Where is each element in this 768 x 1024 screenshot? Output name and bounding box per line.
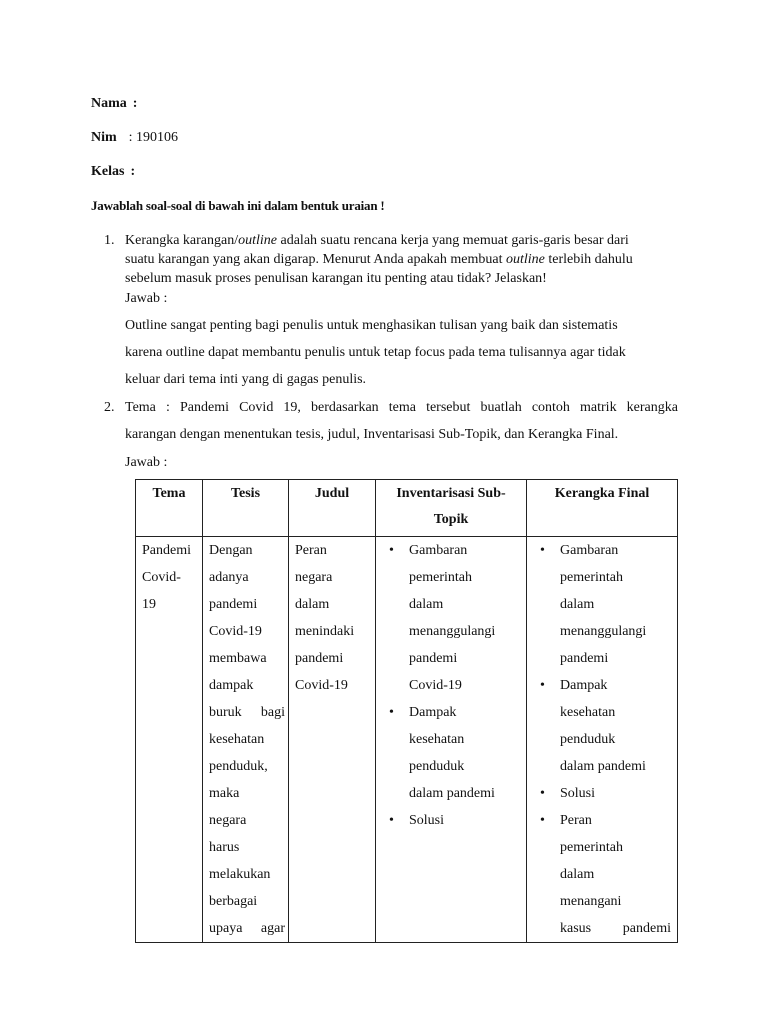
table-header-row	[136, 480, 678, 537]
instruction-text: Jawablah soal-soal di bawah ini dalam bentuk uraian !	[91, 198, 385, 213]
question-1-jawab-label: Jawab :	[125, 291, 168, 306]
q1-line2-rest: terlebih dahulu	[544, 252, 633, 267]
question-1-number: 1.	[104, 233, 115, 248]
question-2-jawab-label: Jawab :	[125, 455, 168, 470]
kelas-separator: :	[130, 164, 136, 179]
kelas-label: Kelas	[91, 164, 125, 179]
answer-line-2: karena outline dapat membantu penulis untuk tetap focus pada tema tulisannya agar tidak	[125, 345, 626, 360]
table-row	[136, 537, 678, 943]
kerangka-final-list	[533, 537, 671, 942]
cell-tesis: Dengan adanya pandemi Covid-19 membawa dampak buruk bagi kesehatan penduduk, maka negara harus melakukan berbagai upaya agar	[203, 537, 289, 943]
cell-judul: Peran negara dalam menindaki pandemi Covid-19	[289, 537, 376, 943]
q1-line1-rest: adalah suatu rencana kerja yang memuat garis-garis besar dari	[277, 233, 629, 248]
nim-label: Nim	[91, 130, 117, 145]
q1-line1-italic: outline	[238, 233, 277, 248]
list-item: • Dampak kesehatan penduduk dalam pandemi	[409, 699, 520, 807]
nim-field	[91, 129, 178, 146]
nama-separator: :	[132, 96, 138, 111]
q1-line2-italic: outline	[505, 252, 545, 267]
q1-line3: sebelum masuk proses penulisan karangan itu penting atau tidak? Jelaskan!	[125, 271, 547, 286]
header-judul: Judul	[289, 480, 376, 537]
q2-line-2: karangan dengan menentukan tesis, judul, Inventarisasi Sub-Topik, dan Kerangka Final.	[125, 427, 619, 442]
list-item: • Solusi	[560, 780, 671, 807]
nama-field	[91, 95, 137, 112]
nama-label: Nama	[91, 96, 127, 111]
cell-inventarisasi	[376, 537, 527, 943]
list-item: • Solusi	[409, 807, 520, 834]
list-item: • Peran pemerintah dalam menangani kasus pandemi	[560, 807, 671, 942]
list-item: • Gambaran pemerintah dalam menanggulangi pandemi	[560, 537, 671, 672]
kelas-field	[91, 163, 135, 180]
nim-value: : 190106	[128, 130, 179, 145]
q1-line2-part: suatu karangan yang akan digarap. Menurut Anda apakah membuat	[125, 252, 506, 267]
list-item: • Dampak kesehatan penduduk dalam pandemi	[560, 672, 671, 780]
header-inventarisasi: Inventarisasi Sub- Topik	[376, 480, 527, 537]
question-2-text	[125, 394, 678, 448]
cell-tema: Pandemi Covid- 19	[136, 537, 203, 943]
list-item: • Gambaran pemerintah dalam menanggulangi pandemi Covid-19	[409, 537, 520, 699]
header-tesis: Tesis	[203, 480, 289, 537]
question-1-answer	[125, 312, 678, 393]
question-2-number: 2.	[104, 400, 115, 415]
cell-kerangka-final	[527, 537, 678, 943]
header-kerangka-final: Kerangka Final	[527, 480, 678, 537]
answer-line-1: Outline sangat penting bagi penulis untuk menghasikan tulisan yang baik dan sistematis	[125, 318, 618, 333]
question-1-text	[125, 232, 678, 289]
answer-line-3: keluar dari tema inti yang di gagas penulis.	[125, 372, 367, 387]
kerangka-matrix-table	[135, 479, 678, 943]
inventarisasi-list	[382, 537, 520, 834]
header-tema: Tema	[136, 480, 203, 537]
q2-line-1: Tema : Pandemi Covid 19, berdasarkan tema tersebut buatlah contoh matrik kerangka	[125, 400, 678, 415]
q1-line1-part: Kerangka karangan/	[125, 233, 239, 248]
